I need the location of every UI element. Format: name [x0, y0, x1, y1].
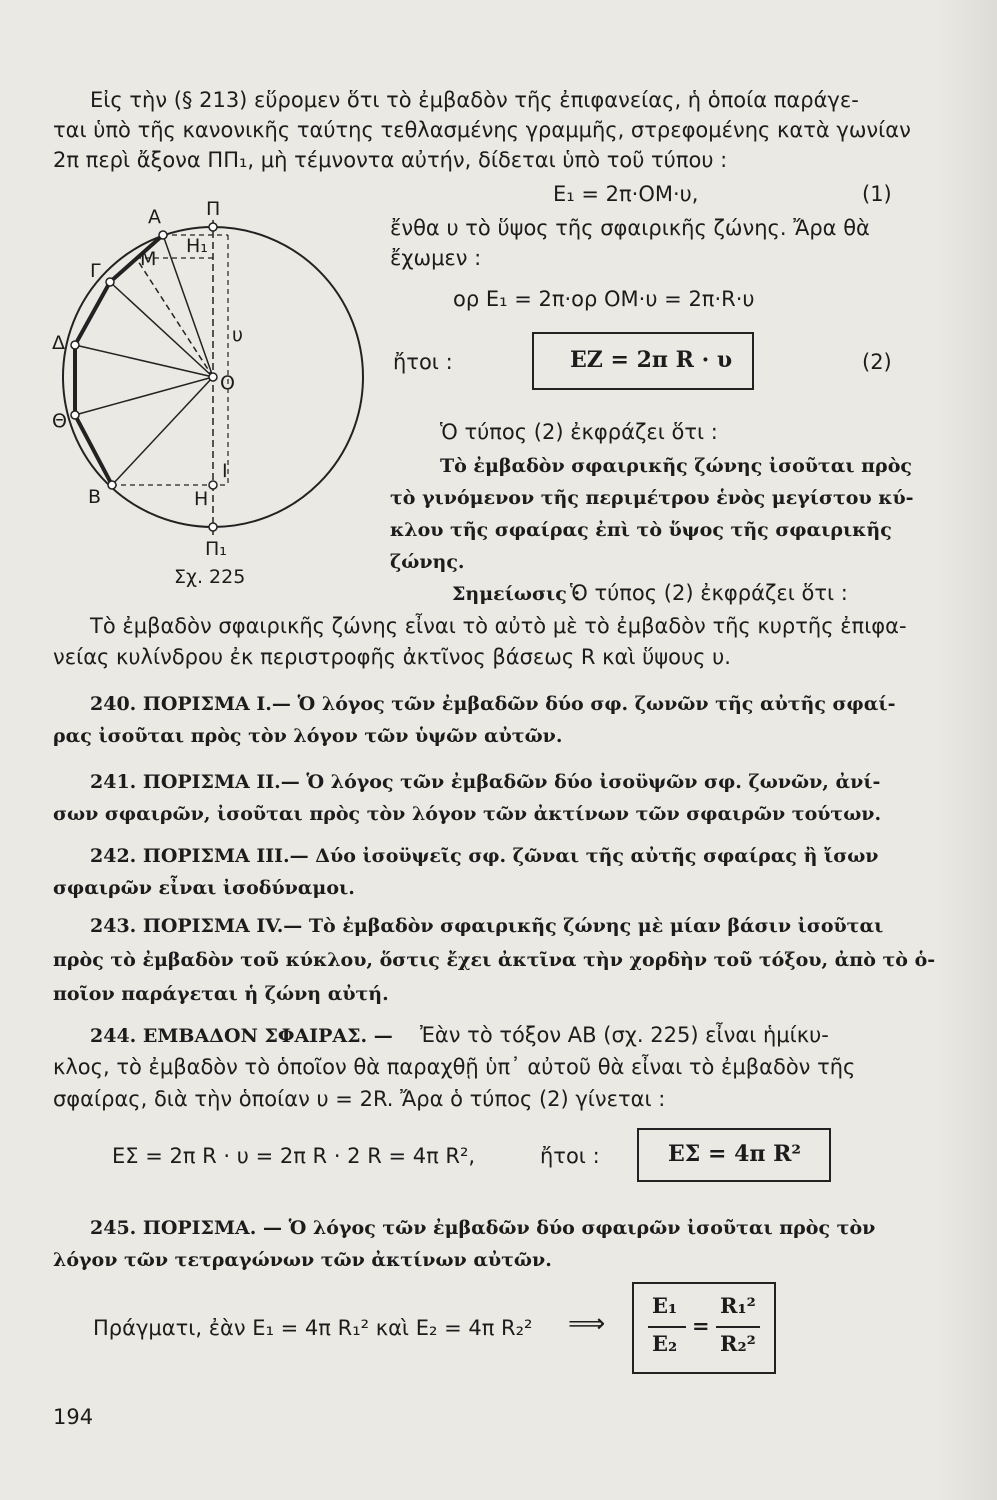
frac-right-num: R₁² — [720, 1293, 756, 1318]
s243-line-2: πρὸς τὸ ἐμβαδὸν τοῦ κύκλου, ὅστις ἔχει ἀκτῖνα τὴν χορδὴν τοῦ τόξου, ἀπὸ τὸ ὁ- — [53, 949, 936, 971]
implies-arrow: ⟹ — [568, 1309, 606, 1339]
frac-right-den: R₂² — [720, 1331, 756, 1356]
radius-OD — [75, 345, 213, 377]
equation-1: E₁ = 2π·ΟΜ·υ, — [553, 182, 699, 206]
intro-line-3: 2π περὶ ἄξονα ΠΠ₁, μὴ τέμνοντα αὐτήν, δίδεται ὑπὸ τοῦ τύπου : — [53, 148, 728, 172]
s244-formula: EΣ = 2π R · υ = 2π R · 2 R = 4π R², — [112, 1144, 476, 1168]
s240-line-1: 240. ΠΟΡΙΣΜΑ Ι.— Ὁ λόγος τῶν ἐμβαδῶν δύο σφ. ζωνῶν τῆς αὐτῆς σφαί- — [90, 693, 896, 715]
theorem-line-3: κλου τῆς σφαίρας ἐπὶ τὸ ὕψος τῆς σφαιρικῆς — [390, 519, 892, 541]
right-line-2: ἔχωμεν : — [390, 246, 482, 270]
label-U: υ — [232, 324, 243, 346]
label-M: Μ — [140, 248, 157, 270]
s241-line-2: σων σφαιρῶν, ἰσοῦται πρὸς τὸν λόγον τῶν ἀκτίνων τῶν σφαιρῶν τούτων. — [53, 803, 882, 825]
page-number: 194 — [53, 1405, 94, 1429]
right-line-1: ἔνθα υ τὸ ὕψος τῆς σφαιρικῆς ζώνης. Ἄρα θὰ — [390, 216, 870, 240]
s243-line-3: ποῖον παράγεται ἡ ζώνη αὐτή. — [53, 983, 389, 1005]
label-I: Ι — [222, 460, 228, 482]
label-D: Δ — [52, 332, 65, 354]
s244-line-2: κλος, τὸ ἐμβαδὸν τὸ ὁποῖον θὰ παραχθῇ ὑπ᾽ αὐτοῦ θὰ εἶναι τὸ ἐμβαδὸν τῆς — [53, 1055, 856, 1079]
frac-equals: = — [692, 1313, 710, 1338]
label-TH: Θ — [52, 410, 67, 432]
s245-line-1: 245. ΠΟΡΙΣΜΑ. — Ὁ λόγος τῶν ἐμβαδῶν δύο σφαιρῶν ἰσοῦται πρὸς τὸν — [90, 1217, 876, 1239]
theorem-line-4: ζώνης. — [390, 551, 465, 573]
expresses-line: Ὁ τύπος (2) ἐκφράζει ὅτι : — [440, 420, 718, 444]
s243-line-1: 243. ΠΟΡΙΣΜΑ ΙV.— Τὸ ἐμβαδὸν σφαιρικῆς ζώνης μὲ μίαν βάσιν ἰσοῦται — [90, 915, 884, 937]
s242-line-2: σφαιρῶν εἶναι ἰσοδύναμοι. — [53, 877, 355, 899]
s244-heading: 244. ΕΜΒΑΔΟΝ ΣΦΑΙΡΑΣ. — — [90, 1025, 393, 1047]
note-text: Ὁ τύπος (2) ἐκφράζει ὅτι : — [570, 581, 848, 605]
label-A: Α — [148, 206, 161, 228]
radius-OB — [112, 377, 213, 485]
s242-line-1: 242. ΠΟΡΙΣΜΑ ΙΙΙ.— Δύο ἰσοϋψεῖς σφ. ζῶναι τῆς αὐτῆς σφαίρας ἢ ἴσων — [90, 845, 879, 867]
inscribed-polyline — [75, 235, 163, 485]
itoi-label: ἤτοι : — [393, 350, 453, 374]
figure-caption: Σχ. 225 — [174, 566, 246, 588]
note-cont-line-1: Τὸ ἐμβαδὸν σφαιρικῆς ζώνης εἶναι τὸ αὐτὸ μὲ τὸ ἐμβαδὸν τῆς κυρτῆς ἐπιφα- — [90, 614, 907, 638]
label-P: Π — [206, 198, 221, 220]
frac-right-bar — [716, 1326, 760, 1328]
s240-line-2: ρας ἰσοῦται πρὸς τὸν λόγον τῶν ὑψῶν αὐτῶν. — [53, 725, 563, 747]
label-H1: Η₁ — [186, 235, 208, 257]
label-B: Β — [88, 486, 102, 508]
radius-OTH — [75, 377, 213, 415]
frac-left-den: E₂ — [652, 1331, 678, 1356]
label-G: Γ — [90, 260, 101, 282]
note-label: Σημείωσις : — [452, 583, 581, 605]
s244-line-1: Ἐὰν τὸ τόξον ΑΒ (σχ. 225) εἶναι ἡμίκυ- — [420, 1023, 829, 1047]
equation-2: EΖ = 2π R · υ — [570, 347, 733, 373]
intro-line-1: Εἰς τὴν (§ 213) εὕρομεν ὅτι τὸ ἐμβαδὸν τῆς ἐπιφανείας, ἡ ὁποία παράγε- — [90, 88, 859, 112]
page-shadow — [937, 0, 997, 1500]
s245-proof: Πράγματι, ἐὰν E₁ = 4π R₁² καὶ E₂ = 4π R₂² — [93, 1316, 533, 1340]
s241-line-1: 241. ΠΟΡΙΣΜΑ ΙΙ.— Ὁ λόγος τῶν ἐμβαδῶν δύο ἰσοϋψῶν σφ. ζωνῶν, ἀνί- — [90, 771, 881, 793]
equation-2-number: (2) — [862, 350, 892, 374]
label-P1: Π₁ — [205, 538, 227, 560]
label-H: Η — [194, 488, 209, 510]
s245-line-2: λόγον τῶν τετραγώνων τῶν ἀκτίνων αὐτῶν. — [53, 1249, 552, 1271]
s244-itoi: ἤτοι : — [540, 1144, 600, 1168]
note-cont-line-2: νείας κυλίνδρου ἐκ περιστροφῆς ἀκτῖνος βάσεως R καὶ ὕψους υ. — [53, 645, 731, 669]
equation-1-number: (1) — [862, 182, 892, 206]
s244-line-3: σφαίρας, διὰ τὴν ὁποίαν υ = 2R. Ἄρα ὁ τύπος (2) γίνεται : — [53, 1087, 666, 1111]
frac-left-num: E₁ — [652, 1293, 678, 1318]
limit-equation: ορ E₁ = 2π·ορ ΟΜ·υ = 2π·R·υ — [453, 287, 755, 311]
label-O: Ο — [220, 372, 235, 394]
frac-left-bar — [648, 1326, 686, 1328]
theorem-line-1: Τὸ ἐμβαδὸν σφαιρικῆς ζώνης ἰσοῦται πρὸς — [440, 455, 912, 477]
intro-line-2: ται ὑπὸ τῆς κανονικῆς ταύτης τεθλασμένης γραμμῆς, στρεφομένης κατὰ γωνίαν — [53, 118, 911, 142]
theorem-line-2: τὸ γινόμενον τῆς περιμέτρου ἑνὸς μεγίστου κύ- — [390, 487, 914, 509]
figure-225 — [50, 190, 380, 604]
s244-boxed-formula: EΣ = 4π R² — [668, 1141, 802, 1167]
